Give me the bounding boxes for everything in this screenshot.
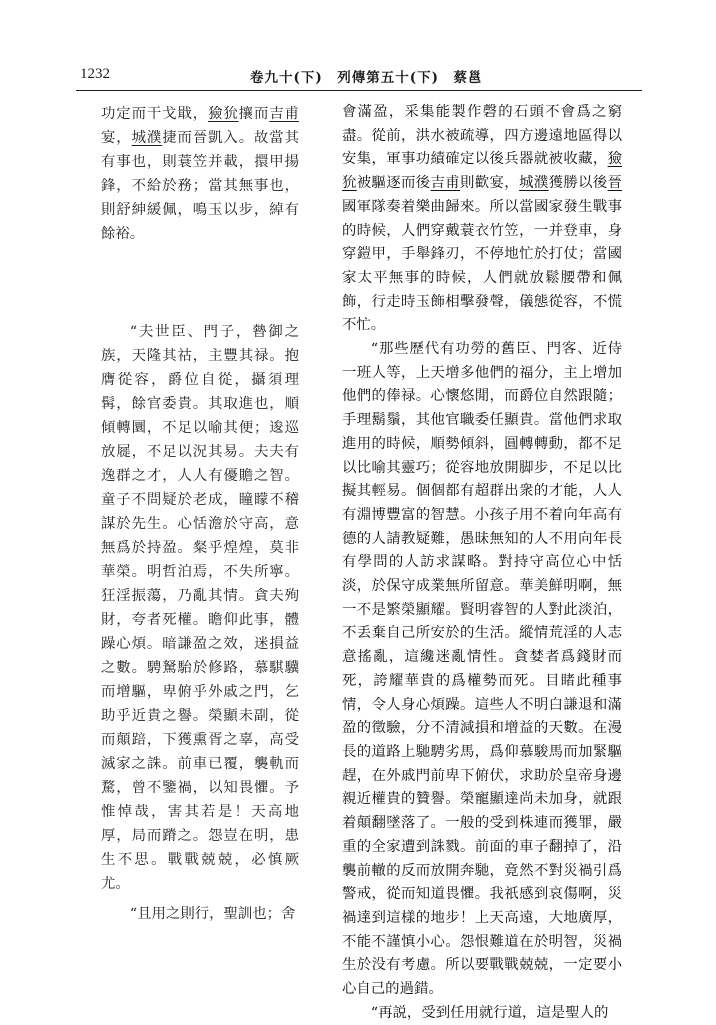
proper-name-jifu: 吉甫 [430, 175, 461, 192]
proper-name-xianyun: 獫狁 [342, 151, 622, 192]
text-run: 會滿盈，采集能製作磬的石頭不會爲之窮盡。從前，洪水被疏導，四方邊遠地區得以安集，軍事功績確定以後兵器就被收藏， [342, 104, 622, 168]
translation-paragraph-3: “再説，受到任用就行道，這是聖人的 [370, 1004, 609, 1021]
text-run: 功定而干戈戢， [101, 106, 209, 122]
text-run: 則歡宴， [460, 175, 520, 192]
translation-paragraph-1 [342, 101, 622, 338]
original-text-block-3 [101, 902, 299, 926]
translation-column [342, 101, 622, 1025]
proper-name-jin: 晉 [607, 175, 622, 192]
translation-paragraph-2: “那些歷代有功勞的舊臣、門客、近侍一班人等，上天增多他們的福分，主上增加他們的俸禄。心懷悠閒，而爵位自然跟隨；手理鬍鬚，其他官職委任顯貴。當他們求取進用的時候，順勢傾斜，圓轉轉動，都不足以比喻其靈巧；從容地放開脚步，不足以比擬其輕易。個個都有超群出衆的才能，人人有淵博豐富的智慧。小孩子用不着向年高有德的人請教疑難，愚昧無知的人不用向年長有學問的人訪求謀略。對持守高位心中恬淡，於保守成業無所留意。華美鮮明啊，無一不是繁榮顯耀。賢明睿智的人對此淡泊，不丢棄自己所安於的生活。縱情荒淫的人志意搖亂，這纔迷亂情性。貪婪者爲錢財而死，誇耀華貴的爲權勢而死。目睹此種事情，令人身心煩躁。這些人不明白謙退和滿盈的徵驗，分不清減損和增益的天數。在漫長的道路上馳騁劣馬，爲仰慕駿馬而加緊驅趕，在外戚門前卑下俯伏，求助於皇帝身邊親近權貴的贊譽。榮寵顯達尚未加身，就跟着顛翻墜落了。一般的受到株連而獲罪，嚴重的全家遭到誅戮。前面的車子翻掉了，沿襲前轍的反而放開奔馳，竟然不對災禍引爲警戒，從而知道畏懼。我祇感到哀傷啊，災禍達到這樣的地步！上天高遠，大地廣厚，不能不謹慎小心。怨恨難道在於明智，災禍生於没有考慮。所以要戰戰兢兢，一定要小心自己的過錯。 [342, 341, 622, 998]
original-text-block-1 [101, 102, 299, 246]
running-header-title: 卷九十(下) 列傳第五十(下) 蔡邕 [250, 70, 483, 86]
text-run: 捷而晉凱入。故當其有事也，則蓑笠并載，擐甲揚鋒，不給於務；當其無事也，則舒紳緩佩，鳴玉以步，綽有餘裕。 [101, 130, 299, 242]
original-paragraph-2: “夫世臣、門子，暬御之族，天隆其祜，主豐其禄。抱膺從容，爵位自從，攝須理髯，餘官委貴。其取進也，順傾轉圜，不足以喻其便；逡巡放屣，不足以況其易。夫夫有逸群之才，人人有優贍之智。童子不問疑於老成，瞳矇不稽謀於先生。心恬澹於守高，意無爲於持盈。粲乎煌煌，莫非華榮。明哲泊焉，不失所寧。狂淫振蕩，乃亂其情。貪夫殉財，夸者死權。瞻仰此事，體躁心煩。暗謙盈之效，迷損益之數。騁駑駘於修路，慕騏驥而增驅，卑俯乎外戚之門，乞助乎近貴之譽。榮顯未副，從而顛踣，下獲熏胥之辜，高受滅家之誅。前車已覆，襲軌而騖，曾不鑒禍，以知畏懼。予惟悼哉，害其若是！天高地厚，局而蹐之。怨豈在明，患生不思。戰戰兢兢，必慎厥尤。 [101, 324, 299, 892]
original-paragraph-1 [101, 102, 299, 246]
text-run: 宴， [101, 130, 132, 146]
original-text-block-2 [101, 320, 299, 896]
text-run: 被驅逐而後 [356, 175, 431, 192]
proper-name-chengpu: 城濮 [131, 130, 163, 146]
proper-name-jifu: 吉甫 [269, 106, 299, 122]
page-number: 1232 [80, 66, 110, 82]
proper-name-chengpu: 城濮 [519, 175, 549, 192]
proper-name-xianyun: 獫狁 [208, 106, 239, 122]
original-paragraph-3: “且用之則行，聖訓也；舍 [129, 906, 296, 922]
text-run: 獲勝以後 [548, 175, 608, 192]
text-run: 攘而 [238, 106, 270, 122]
header-divider [76, 90, 642, 91]
text-run: 國軍隊奏着樂曲歸來。所以當國家發生戰事的時候，人們穿戴蓑衣竹笠，一并登車，身穿鎧甲，手舉鋒刃，不停地忙於打仗；當國家太平無事的時候，人們就放鬆腰帶和佩飾，行走時玉飾相擊發聲，儀態從容，不慌不忙。 [342, 198, 622, 334]
